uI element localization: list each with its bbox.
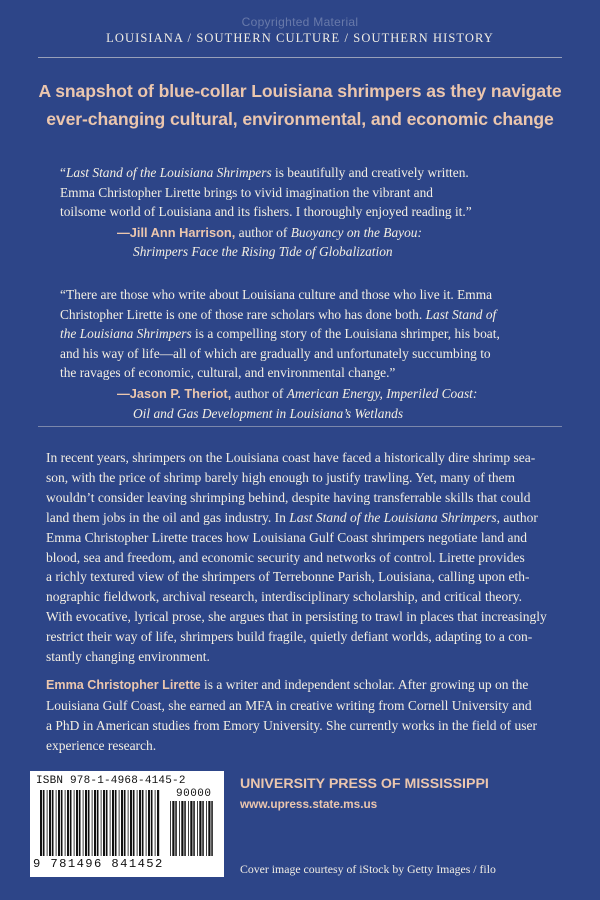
barcode-bar [106, 790, 108, 856]
barcode-bar [70, 790, 72, 856]
barcode-bar [92, 790, 93, 856]
description-line: nographic fieldwork, archival research, interdisciplinary scholarship, and critical theory. [46, 589, 522, 605]
copyright-watermark: Copyrighted Material [241, 15, 359, 29]
endorser-name: —Jill Ann Harrison, [117, 224, 236, 240]
addon-barcode-bars [170, 801, 216, 856]
barcode-bar [88, 790, 90, 856]
barcode-bar [79, 790, 81, 856]
barcode-bar [146, 790, 147, 856]
description-line: In recent years, shrimpers on the Louisiana coast have faced a historically dire shrimp sea- [46, 450, 536, 465]
endorsement-2-line-1: “There are those who write about Louisiana culture and those who live it. Emma [60, 287, 493, 302]
barcode-bar [184, 801, 186, 856]
price-code: 90000 [176, 788, 212, 800]
barcode-bar [112, 790, 114, 856]
middle-divider [38, 426, 562, 427]
barcode-bar [208, 801, 210, 856]
endorsement-2-attr-line-1: —Jason P. Theriot, author of American Energy, Imperiled Coast: [117, 385, 478, 401]
barcode-bar [124, 790, 126, 856]
headline-line-1: A snapshot of blue-collar Louisiana shrimpers as they navigate [38, 81, 562, 101]
endorsement-2-line-3: the Louisiana Shrimpers is a compelling story of the Louisiana shrimper, his boat, [60, 326, 500, 342]
author-bio [46, 675, 554, 756]
endorsement-2 [60, 285, 540, 423]
book-description [46, 448, 554, 667]
endorsement-1-quote [60, 163, 540, 222]
description-line: Emma Christopher Lirette traces how Louisiana Gulf Coast shrimpers negotiate land and [46, 529, 527, 545]
endorser-name: —Jason P. Theriot, [117, 385, 232, 401]
publisher-url: www.upress.state.ms.us [240, 797, 378, 811]
description-line: With evocative, lyrical prose, she argues that in persisting to trawl in places that increasingly [46, 609, 547, 625]
barcode-bar [121, 790, 123, 856]
barcode-bar [206, 801, 207, 856]
barcode-bar [94, 790, 96, 856]
barcode-bar [170, 801, 171, 856]
barcode-bar [211, 801, 213, 856]
endorsement-2-line-2: Christopher Lirette is one of those rare scholars who has done both. Last Stand of [60, 306, 497, 322]
barcode-bar [119, 790, 120, 856]
subject-categories: LOUISIANA / SOUTHERN CULTURE / SOUTHERN HISTORY [106, 31, 494, 45]
barcode-bar [130, 790, 132, 856]
barcode-bar [188, 801, 189, 856]
endorsement-1-line-3: toilsome world of Louisiana and its fishers. I thoroughly enjoyed reading it.” [60, 204, 472, 220]
isbn-label: ISBN 978-1-4968-4145-2 [36, 775, 186, 787]
barcode-bar [61, 790, 63, 856]
barcode-bar [181, 801, 183, 856]
barcode-bar [40, 790, 42, 856]
barcode-bar [56, 790, 57, 856]
barcode-digits: 9 781496 841452 [33, 857, 164, 871]
barcode-bar [65, 790, 66, 856]
barcode-bar [115, 790, 117, 856]
barcode-bar [83, 790, 84, 856]
description-line: land them jobs in the oil and gas industry. In Last Stand of the Louisiana Shrimpers, author [46, 509, 538, 525]
barcode-bar [101, 790, 102, 856]
barcode-bar [52, 790, 54, 856]
barcode-bar [175, 801, 177, 856]
endorsement-1-attribution [60, 223, 540, 262]
barcode-bar [103, 790, 105, 856]
description-line: son, with the price of shrimp barely high enough to justify trawling. Yet, many of them [46, 469, 516, 485]
endorsement-2-attribution [60, 384, 540, 423]
barcode-bar [179, 801, 180, 856]
publisher-name: UNIVERSITY PRESS OF MISSISSIPPI [240, 776, 489, 792]
barcode-bar [190, 801, 192, 856]
barcode-bar [67, 790, 69, 856]
bio-line: Emma Christopher Lirette is a writer and independent scholar. After growing up on the [46, 677, 529, 692]
barcode-bar [202, 801, 204, 856]
barcode-bar [139, 790, 141, 856]
barcode-bar [58, 790, 60, 856]
barcode-bar [193, 801, 195, 856]
endorsement-2-quote [60, 285, 540, 383]
barcode-bar [85, 790, 87, 856]
headline-line-2: ever-changing cultural, environmental, and economic change [46, 109, 554, 129]
endorsement-2-line-4: and his way of life—all of which are gradually and unfortunately succumbing to [60, 345, 491, 361]
top-divider [38, 57, 562, 58]
barcode-bar [43, 790, 45, 856]
bio-line: Louisiana Gulf Coast, she earned an MFA in creative writing from Cornell University and [46, 697, 532, 713]
endorsement-1-line-2: Emma Christopher Lirette brings to vivid imagination the vibrant and [60, 184, 434, 200]
endorsement-2-line-5: the ravages of economic, cultural, and environmental change.” [60, 365, 396, 381]
barcode-bar [172, 801, 174, 856]
headline [30, 77, 570, 133]
barcode-bar [199, 801, 201, 856]
barcode-bar [133, 790, 135, 856]
description-line: blood, sea and freedom, and economic security and networks of control. Lirette provides [46, 549, 525, 565]
endorsement-1 [60, 163, 540, 262]
barcode-bar [47, 790, 48, 856]
author-name: Emma Christopher Lirette [46, 678, 201, 692]
bio-line: a PhD in American studies from Emory University. She currently works in the field of user [46, 717, 538, 733]
barcode-bar [97, 790, 99, 856]
barcode-bar [49, 790, 51, 856]
barcode-bar [151, 790, 153, 856]
ean-barcode-bars [40, 790, 160, 856]
barcode-bar [197, 801, 198, 856]
barcode-bar [128, 790, 129, 856]
bio-line: experience research. [46, 737, 157, 753]
barcode-bar [137, 790, 138, 856]
barcode-bar [155, 790, 156, 856]
barcode-bar [74, 790, 75, 856]
barcode-bar [142, 790, 144, 856]
endorsement-1-attr-line-2: Shrimpers Face the Rising Tide of Globalization [133, 244, 393, 260]
description-line: wouldn’t consider leaving shrimping behind, despite having transferrable skills that could [46, 489, 531, 505]
description-line: restrict their way of life, shrimpers build fragile, quietly defiant worlds, adapting to a con- [46, 629, 533, 645]
cover-image-credit: Cover image courtesy of iStock by Getty Images / filo [240, 862, 496, 876]
endorsement-1-line-1: “Last Stand of the Louisiana Shrimpers is beautifully and creatively written. [60, 165, 469, 180]
isbn-barcode [30, 771, 224, 877]
description-line: a richly textured view of the shrimpers of Terrebonne Parish, Louisiana, calling upon eth- [46, 569, 530, 585]
endorsement-2-attr-line-2: Oil and Gas Development in Louisiana’s Wetlands [133, 405, 404, 421]
endorsement-1-attr-line-1: —Jill Ann Harrison, author of Buoyancy on the Bayou: [117, 224, 422, 240]
barcode-bar [110, 790, 111, 856]
description-line: stantly changing environment. [46, 649, 210, 665]
barcode-bar [76, 790, 78, 856]
barcode-bar [157, 790, 159, 856]
barcode-bar [148, 790, 150, 856]
